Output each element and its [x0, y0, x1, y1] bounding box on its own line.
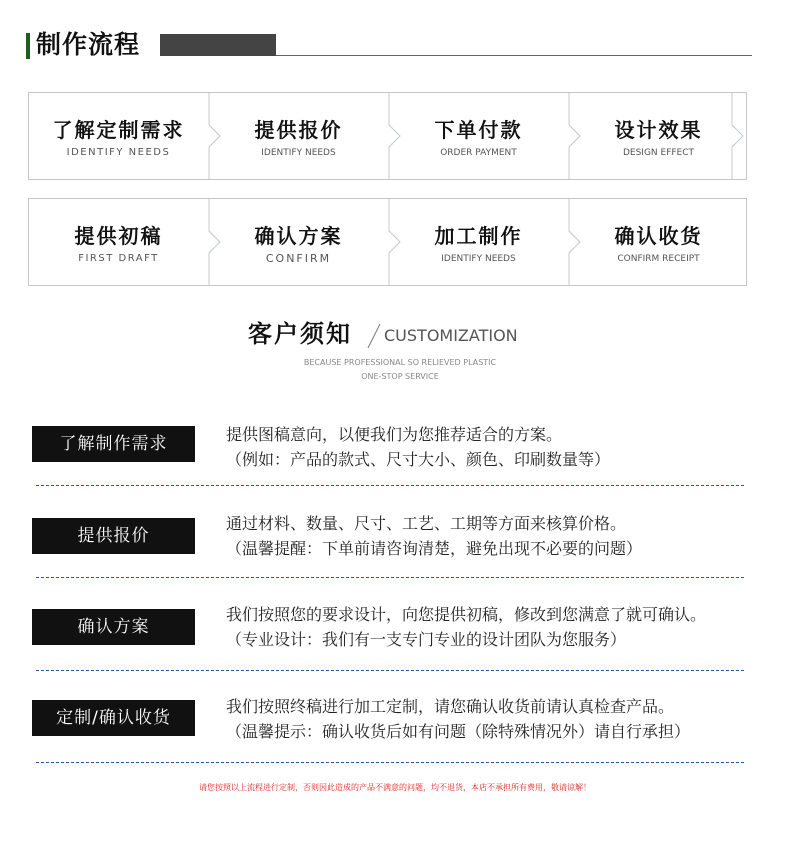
header-decor-block [160, 34, 276, 56]
slash-divider-icon [364, 322, 384, 350]
dashed-divider [36, 577, 744, 578]
process-step-5 [29, 199, 208, 285]
step-title: 了解定制需求 [52, 118, 185, 142]
step-title: 设计效果 [614, 118, 703, 142]
step-title: 确认收货 [614, 224, 703, 248]
process-step-6 [209, 199, 388, 285]
notice-item-text: 我们按照您的要求设计，向您提供初稿，修改到您满意了就可确认。 [226, 605, 707, 624]
dashed-divider [36, 670, 744, 671]
process-step-7 [389, 199, 568, 285]
footer-warning: 请您按照以上流程进行定制，否则因此造成的产品不满意的问题，均不退货，本店不承担所有费用，敬请谅解！ [199, 783, 591, 792]
step-title: 下单付款 [434, 118, 523, 142]
step-subtitle: IDENTIFY NEEDS [261, 148, 336, 158]
notice-item-label: 确认方案 [32, 609, 195, 645]
step-subtitle: IDENTIFY NEEDS [441, 254, 516, 264]
process-row-1 [28, 92, 747, 180]
dashed-divider [36, 485, 744, 486]
process-step-8 [569, 199, 748, 285]
dashed-divider [36, 762, 744, 763]
step-title: 提供报价 [254, 118, 343, 142]
notice-item-text: 提供图稿意向，以便我们为您推荐适合的方案。 [226, 425, 563, 444]
process-step-4 [569, 93, 748, 179]
notice-item-label: 了解制作需求 [32, 426, 195, 462]
notice-subtitle: ONE-STOP SERVICE [361, 372, 439, 381]
notice-title: 客户须知 [248, 320, 352, 348]
notice-item-note: （温馨提醒：下单前请咨询清楚，避免出现不必要的问题） [226, 539, 643, 558]
notice-item-text: 我们按照终稿进行加工定制，请您确认收货前请认真检查产品。 [226, 697, 675, 716]
process-step-2 [209, 93, 388, 179]
notice-item-label: 定制/确认收货 [32, 700, 195, 736]
notice-subtitle: BECAUSE PROFESSIONAL SO RELIEVED PLASTIC [303, 358, 497, 367]
notice-item-note: （温馨提示：确认收货后如有问题（除特殊情况外）请自行承担） [226, 722, 691, 741]
step-subtitle: ORDER PAYMENT [440, 148, 517, 158]
notice-item-note: （专业设计：我们有一支专门专业的设计团队为您服务） [226, 630, 627, 649]
step-title: 提供初稿 [74, 224, 163, 248]
notice-title-en: CUSTOMIZATION [384, 326, 518, 345]
notice-item-text: 通过材料、数量、尺寸、工艺、工期等方面来核算价格。 [226, 514, 627, 533]
step-subtitle: CONFIRM RECEIPT [617, 254, 700, 264]
chevron-right-icon [731, 93, 747, 179]
step-subtitle: CONFIRM [265, 252, 332, 265]
step-subtitle: FIRST DRAFT [78, 253, 159, 264]
process-step-1 [29, 93, 208, 179]
header-accent-bar [26, 33, 30, 59]
section-title: 制作流程 [36, 30, 141, 59]
step-title: 加工制作 [434, 224, 523, 248]
step-subtitle: DESIGN EFFECT [622, 148, 695, 158]
process-step-3 [389, 93, 568, 179]
step-subtitle: IDENTIFY NEEDS [66, 147, 171, 158]
notice-item-note: （例如：产品的款式、尺寸大小、颜色、印刷数量等） [226, 450, 611, 469]
step-title: 确认方案 [254, 224, 343, 248]
header-divider [276, 55, 752, 56]
process-row-2 [28, 198, 747, 286]
notice-item-label: 提供报价 [32, 518, 195, 554]
